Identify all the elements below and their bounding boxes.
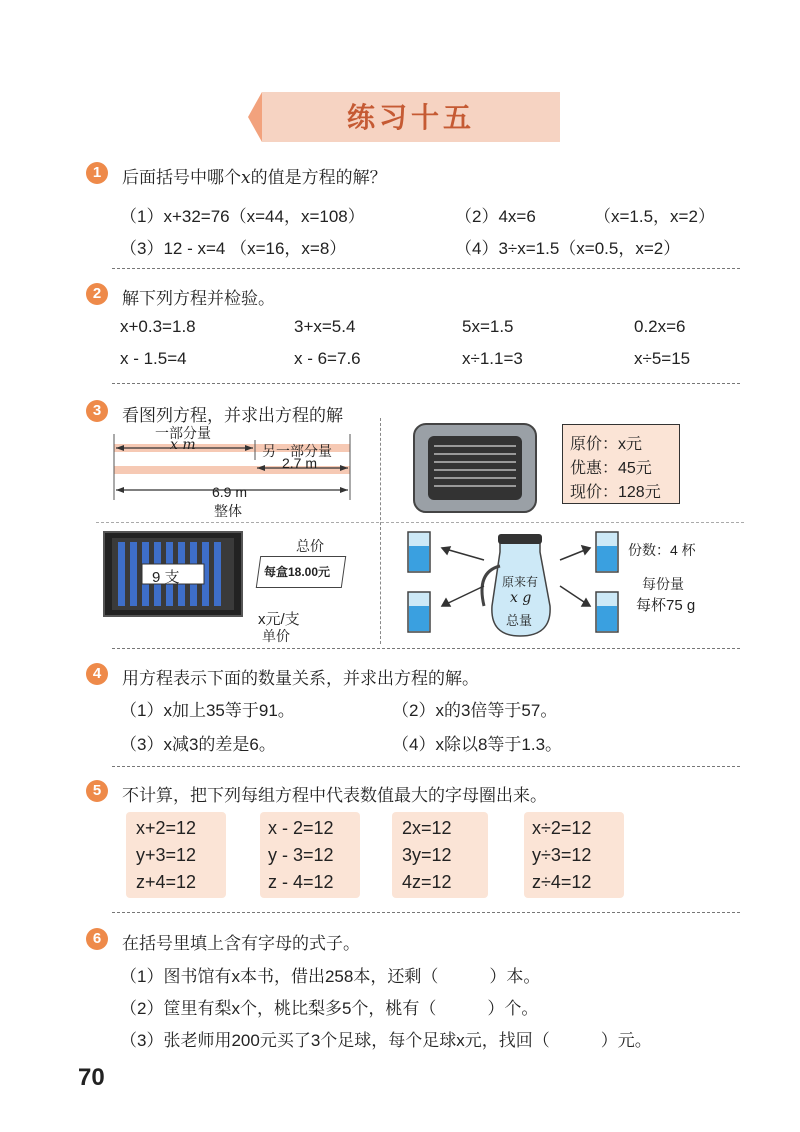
per-cup-label: 每杯75 g — [636, 597, 696, 614]
q1-item-2: （2）4x=6 — [455, 207, 536, 226]
group2-equation: z - 4=12 — [268, 872, 334, 892]
q2-equation: x - 1.5=4 — [120, 349, 187, 368]
q1-prompt-var: x — [241, 168, 251, 188]
price-now: 现价：128元 — [570, 484, 661, 501]
total-price-label: 总价 — [296, 538, 324, 554]
page-title: 练习十五 — [346, 101, 475, 134]
q6-item-3: （3）张老师用200元买了3个足球，每个足球x元，找回（ ）元。 — [120, 1031, 652, 1050]
unit-price-label: x元/支 — [258, 611, 300, 628]
q4-item-3: （3）x减3的差是6。 — [120, 735, 276, 754]
segment-27-label: 2.7 m — [282, 455, 318, 471]
q1-item-3: （3）12 - x=4 （x=16，x=8） — [120, 239, 347, 258]
question-number-4: 4 — [86, 663, 108, 685]
section-divider — [112, 912, 740, 913]
q1-item-2-options: （x=1.5，x=2） — [594, 207, 715, 226]
pen-count-label: 9 支 — [152, 569, 180, 586]
q1-item-4: （4）3÷x=1.5（x=0.5，x=2） — [455, 239, 681, 258]
unit-price-caption: 单价 — [262, 628, 290, 644]
q5-prompt: 不计算，把下列每组方程中代表数值最大的字母圈出来。 — [122, 786, 547, 805]
cup-count-label: 份数：4 杯 — [628, 542, 696, 558]
q3-prompt: 看图列方程，并求出方程的解 — [122, 406, 343, 425]
q4-item-1: （1）x加上35等于91。 — [120, 701, 295, 720]
q2-equation: 3+x=5.4 — [294, 317, 356, 336]
group1-equation: x+2=12 — [136, 818, 197, 838]
q4-prompt: 用方程表示下面的数量关系，并求出方程的解。 — [122, 669, 479, 688]
q4-item-4: （4）x除以8等于1.3。 — [392, 735, 563, 754]
group2-equation: y - 3=12 — [268, 845, 334, 865]
price-original: 原价：x元 — [570, 436, 643, 453]
q2-equation: x÷5=15 — [634, 349, 691, 368]
heater-image — [412, 422, 538, 516]
q4-item-2: （2）x的3倍等于57。 — [392, 701, 558, 720]
q1-item-1: （1）x+32=76（x=44，x=108） — [120, 207, 365, 226]
group1-equation: y+3=12 — [136, 845, 197, 865]
page-number: 70 — [78, 1064, 105, 1091]
section-divider — [112, 383, 740, 384]
question-number-3: 3 — [86, 400, 108, 422]
price-discount: 优惠：45元 — [570, 460, 652, 477]
jug-original-label: 原来有 — [502, 575, 539, 589]
section-divider — [112, 648, 740, 649]
q2-equation: 0.2x=6 — [634, 317, 686, 336]
q3-horizontal-divider — [96, 522, 744, 523]
group2-equation: x - 2=12 — [268, 818, 334, 838]
group4-equation: y÷3=12 — [532, 845, 592, 865]
section-divider — [112, 766, 740, 767]
group3-equation: 3y=12 — [402, 845, 452, 865]
q2-equation: x÷1.1=3 — [462, 349, 523, 368]
question-number-1: 1 — [86, 162, 108, 184]
q1-prompt — [122, 163, 387, 188]
q2-equation: x - 6=7.6 — [294, 349, 361, 368]
q3-vertical-divider — [380, 418, 381, 644]
q2-prompt: 解下列方程并检验。 — [122, 289, 275, 308]
question-number-2: 2 — [86, 283, 108, 305]
q2-equation: 5x=1.5 — [462, 317, 514, 336]
q6-item-1: （1）图书馆有x本书，借出258本，还剩（ ）本。 — [120, 967, 541, 986]
jug-x-label: x g — [510, 590, 532, 606]
group3-equation: 2x=12 — [402, 818, 452, 838]
segment-total-label: 6.9 m — [212, 484, 248, 500]
q6-prompt: 在括号里填上含有字母的式子。 — [122, 934, 360, 953]
group3-equation: 4z=12 — [402, 872, 452, 892]
jug-total-label: 总量 — [506, 613, 533, 628]
q1-prompt-part-a: 后面括号中哪个 — [122, 168, 241, 187]
group4-equation: z÷4=12 — [532, 872, 592, 892]
segment-part2-label: 另一部分量 — [262, 443, 332, 459]
per-cup-caption: 每份量 — [642, 576, 684, 592]
segment-whole-label: 整体 — [214, 503, 242, 519]
q2-equation: x+0.3=1.8 — [120, 317, 196, 336]
question-number-6: 6 — [86, 928, 108, 950]
box-price-label: 每盒18.00元 — [264, 565, 331, 579]
group1-equation: z+4=12 — [136, 872, 197, 892]
section-divider — [112, 268, 740, 269]
title-banner-tip — [248, 92, 262, 142]
q1-prompt-part-b: 的值是方程的解？ — [250, 168, 387, 187]
segment-x-label: x m — [170, 437, 196, 453]
q6-item-2: （2）筐里有梨x个，桃比梨多5个，桃有（ ）个。 — [120, 999, 539, 1018]
segment-part1-label: 一部分量 — [155, 425, 211, 441]
question-number-5: 5 — [86, 780, 108, 802]
group4-equation: x÷2=12 — [532, 818, 592, 838]
